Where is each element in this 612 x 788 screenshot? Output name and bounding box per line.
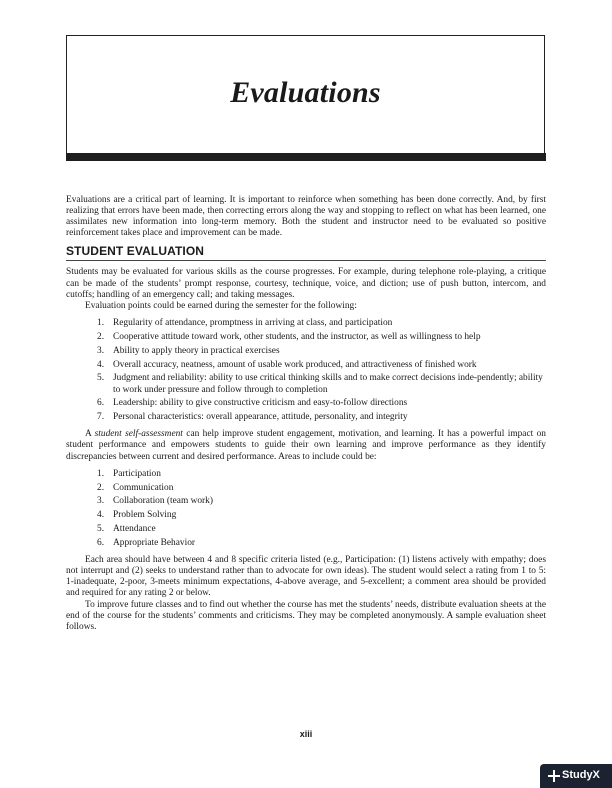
- title-box: [66, 35, 545, 153]
- section-heading: STUDENT EVALUATION: [66, 246, 546, 261]
- badge-label: StudyX: [562, 769, 600, 781]
- intro-paragraph: Evaluations are a critical part of learning. It is important to reinforce when something has been done correctly. And, by first realizing that errors have been made, then correcting errors along the way and stopping to reflect on what has been learned, one assimilates new information into long-term memory. Both the student and instructor need to be evaluated so positive reinforcement takes place and improvement can be made.: [66, 195, 546, 239]
- list-item: 4. Problem Solving: [97, 510, 177, 521]
- list-item: 7. Personal characteristics: overall appearance, attitude, personality, and integrity: [97, 412, 408, 423]
- list-item: 6. Leadership: ability to give constructive criticism and easy-to-follow directions: [97, 398, 408, 409]
- list-item: 5. Judgment and reliability: ability to use critical thinking skills and to make correct decisions inde-pendently; ability to work under pressure and follow through to completion: [97, 373, 543, 395]
- list-item: 5. Attendance: [97, 524, 156, 535]
- list-item: 2. Communication: [97, 482, 174, 493]
- paragraph: To improve future classes and to find out whether the course has met the students’ needs, distribute evaluation sheets at the end of the course for the students’ comments and criticisms. They may be completed anonymously. A sample evaluation sheet follows.: [66, 599, 546, 632]
- plus-icon: [548, 770, 560, 782]
- paragraph: Each area should have between 4 and 8 specific criteria listed (e.g., Participation: (1) listens actively with empathy; does not interrupt and (2) seeks to understand rather than to advocate for own ideas). The student would select a rating from 1 to 5: 1-inadequate, 2-poor, 3-meets minimum expectations, 4-above average, and 5-excellent; a comment area should be provided and required for any rating 2 or below.: [66, 555, 546, 599]
- self-assessment-areas-list: [66, 469, 546, 550]
- self-assessment-paragraph: A student self-assessment can help improve student engagement, motivation, and learning. It has a powerful impact on student performance and empowers students to guide their own learning and improve performance as they identify discrepancies between current and desired performance. Areas to include could be:: [66, 429, 546, 462]
- page-title: Evaluations: [230, 76, 381, 109]
- paragraph: Students may be evaluated for various skills as the course progresses. For example, during telephone role-playing, a critique can be made of the students’ prompt response, courtesy, technique, voice, and diction; use of push button, intercom, and cutoffs; handling of an emergency call; and taking messages.: [66, 267, 546, 300]
- emphasis-term: student self-assessment: [94, 429, 183, 440]
- list-item: 2. Cooperative attitude toward work, other students, and the instructor, as well as willingness to help: [97, 331, 481, 342]
- list-item: 3. Collaboration (team work): [97, 496, 213, 507]
- title-underline-bar: [66, 153, 546, 161]
- evaluation-points-list: [66, 318, 546, 424]
- list-item: 4. Overall accuracy, neatness, amount of usable work produced, and attractiveness of finished work: [97, 359, 477, 370]
- list-item: 1. Participation: [97, 468, 161, 479]
- paragraph: Evaluation points could be earned during the semester for the following:: [85, 300, 357, 311]
- page-number: xiii: [299, 729, 313, 739]
- list-item: 1. Regularity of attendance, promptness in arriving at class, and participation: [97, 317, 393, 328]
- studyx-badge[interactable]: [540, 764, 612, 788]
- main-content: [66, 195, 546, 633]
- list-item: 6. Appropriate Behavior: [97, 538, 196, 549]
- list-item: 3. Ability to apply theory in practical exercises: [97, 345, 280, 356]
